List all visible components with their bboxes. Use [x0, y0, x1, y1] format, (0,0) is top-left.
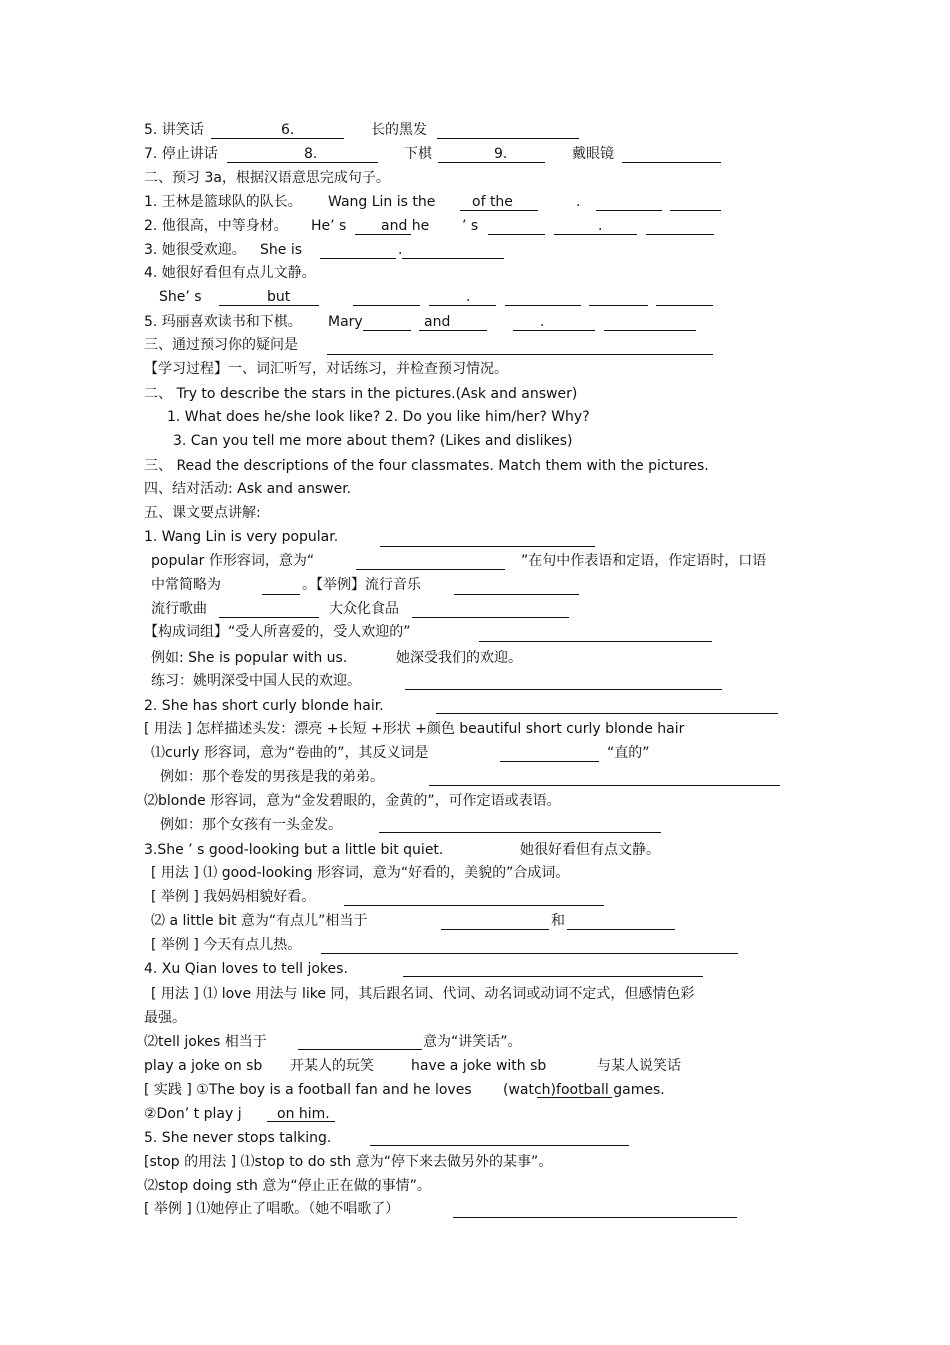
text-segment: 6.: [281, 122, 295, 138]
answer-blank[interactable]: [513, 330, 595, 331]
answer-blank[interactable]: [436, 713, 778, 714]
answer-blank[interactable]: [429, 305, 496, 306]
text-segment: 1. Wang Lin is very popular.: [144, 529, 339, 545]
text-segment: have a joke with sb: [411, 1058, 547, 1074]
text-segment: but: [267, 289, 291, 305]
text-segment: 例如: She is popular with us.: [151, 650, 348, 666]
answer-blank[interactable]: [219, 617, 319, 618]
text-segment: [ 举例 ] 今天有点儿热。: [151, 937, 302, 953]
text-segment: Wang Lin is the: [328, 194, 436, 210]
text-segment: 她深受我们的欢迎。: [396, 650, 522, 666]
text-segment: 1. 王林是篮球队的队长。: [144, 194, 302, 210]
text-segment: 4. Xu Qian loves to tell jokes.: [144, 961, 348, 977]
text-segment: [ 用法 ] 怎样描述头发：漂亮 +长短 +形状 +颜色 beautiful short curly blonde hair: [144, 721, 685, 737]
answer-blank[interactable]: [380, 546, 595, 547]
text-segment: 7. 停止讲话: [144, 146, 218, 162]
answer-blank[interactable]: [429, 785, 780, 786]
answer-blank[interactable]: [211, 138, 344, 139]
text-segment: 例如：那个女孩有一头金发。: [160, 817, 342, 833]
text-segment: 五、课文要点讲解:: [144, 505, 261, 521]
answer-blank[interactable]: [438, 162, 545, 163]
answer-blank[interactable]: [596, 210, 662, 211]
text-segment: ⑵blonde 形容词，意为“金发碧眼的，金黄的”，可作定语或表语。: [144, 793, 561, 809]
text-segment: .: [466, 289, 471, 305]
text-segment: ’ s: [462, 218, 479, 234]
text-segment: She is: [260, 242, 303, 258]
text-segment: 与某人说笑话: [597, 1058, 681, 1074]
text-segment: .: [398, 242, 403, 258]
text-segment: 四、结对活动: Ask and answer.: [144, 481, 352, 497]
text-segment: popular 作形容词，意为“: [151, 553, 315, 569]
text-segment: 下棋: [404, 146, 432, 162]
text-segment: 三、 Read the descriptions of the four classmates. Match them with the pictures.: [144, 458, 709, 474]
text-segment: 1. What does he/she look like? 2. Do you like him/her? Why?: [167, 409, 590, 425]
text-segment: 流行歌曲: [151, 601, 207, 617]
answer-blank[interactable]: [604, 330, 696, 331]
answer-blank[interactable]: [589, 305, 648, 306]
answer-blank[interactable]: [646, 234, 714, 235]
text-segment: 8.: [304, 146, 318, 162]
answer-blank[interactable]: [363, 330, 411, 331]
answer-blank[interactable]: [403, 976, 703, 977]
answer-blank[interactable]: [405, 689, 722, 690]
answer-blank[interactable]: [355, 234, 411, 235]
text-segment: ⑵tell jokes 相当于: [144, 1034, 267, 1050]
text-segment: 5. She never stops talking.: [144, 1130, 332, 1146]
text-segment: ⑵ a little bit 意为“有点儿”相当于: [151, 913, 368, 929]
answer-blank[interactable]: [262, 594, 300, 595]
text-segment: Mary: [328, 314, 363, 330]
text-segment: 开某人的玩笑: [290, 1058, 374, 1074]
text-segment: 戴眼镜: [572, 146, 614, 162]
answer-blank[interactable]: [402, 258, 504, 259]
text-segment: 意为“讲笑话”。: [423, 1034, 522, 1050]
text-segment: She’ s: [159, 289, 202, 305]
text-segment: ”在句中作表语和定语，作定语时，口语: [521, 553, 767, 569]
answer-blank[interactable]: [441, 929, 549, 930]
answer-blank[interactable]: [267, 1121, 335, 1122]
text-segment: 三、通过预习你的疑问是: [144, 337, 298, 353]
text-segment: play a joke on sb: [144, 1058, 263, 1074]
text-segment: .: [598, 218, 603, 234]
answer-blank[interactable]: [488, 234, 545, 235]
answer-blank[interactable]: [419, 330, 487, 331]
answer-blank[interactable]: [500, 761, 599, 762]
answer-blank[interactable]: [622, 162, 721, 163]
answer-blank[interactable]: [412, 617, 569, 618]
text-segment: .: [540, 314, 545, 330]
text-segment: “直的”: [607, 745, 650, 761]
text-segment: [ 实践 ] ①The boy is a football fan and he loves: [144, 1082, 472, 1098]
answer-blank[interactable]: [437, 138, 579, 139]
answer-blank[interactable]: [454, 594, 579, 595]
answer-blank[interactable]: [567, 929, 675, 930]
text-segment: and: [424, 314, 451, 330]
answer-blank[interactable]: [356, 569, 505, 570]
text-segment: 3. Can you tell me more about them? (Likes and dislikes): [173, 433, 573, 449]
answer-blank[interactable]: [327, 354, 713, 355]
text-segment: 3.She ’ s good-looking but a little bit quiet.: [144, 842, 444, 858]
text-segment: 练习：姚明深受中国人民的欢迎。: [151, 673, 361, 689]
text-segment: 3. 她很受欢迎。: [144, 242, 246, 258]
answer-blank[interactable]: [370, 1145, 629, 1146]
text-segment: 长的黑发: [371, 122, 427, 138]
text-segment: He’ s: [311, 218, 347, 234]
text-segment: of the: [472, 194, 513, 210]
text-segment: 和: [551, 913, 565, 929]
answer-blank[interactable]: [537, 1097, 612, 1098]
text-segment: 她很好看但有点文静。: [520, 842, 660, 858]
text-segment: 大众化食品: [329, 601, 399, 617]
text-segment: 最强。: [144, 1010, 186, 1026]
text-segment: [stop 的用法 ] ⑴stop to do sth 意为“停下来去做另外的某事”。: [144, 1154, 553, 1170]
text-segment: ②Don’ t play j: [144, 1106, 242, 1122]
answer-blank[interactable]: [353, 305, 420, 306]
answer-blank[interactable]: [219, 305, 319, 306]
text-segment: [ 用法 ] ⑴ good-looking 形容词，意为“好看的，美貌的”合成词。: [151, 865, 570, 881]
answer-blank[interactable]: [505, 305, 581, 306]
answer-blank[interactable]: [460, 210, 538, 211]
answer-blank[interactable]: [344, 905, 604, 906]
text-segment: ⑵stop doing sth 意为“停止正在做的事情”。: [144, 1178, 431, 1194]
text-segment: 中常简略为: [151, 577, 221, 593]
answer-blank[interactable]: [656, 305, 713, 306]
answer-blank[interactable]: [554, 234, 637, 235]
text-segment: 【学习过程】一、词汇听写，对话练习，并检查预习情况。: [144, 361, 508, 377]
answer-blank[interactable]: [379, 832, 661, 833]
answer-blank[interactable]: [479, 641, 712, 642]
text-segment: and he: [381, 218, 430, 234]
text-segment: [ 举例 ] 我妈妈相貌好看。: [151, 889, 316, 905]
text-segment: [ 用法 ] ⑴ love 用法与 like 同，其后跟名词、代词、动名词或动词不定式，但感情色彩: [151, 986, 695, 1002]
answer-blank[interactable]: [320, 258, 396, 259]
text-segment: 5. 讲笑话: [144, 122, 204, 138]
answer-blank[interactable]: [321, 953, 738, 954]
text-segment: 5. 玛丽喜欢读书和下棋。: [144, 314, 302, 330]
text-segment: .: [576, 194, 581, 210]
text-segment: 二、 Try to describe the stars in the pictures.(Ask and answer): [144, 386, 578, 402]
text-segment: 4. 她很好看但有点儿文静。: [144, 265, 316, 281]
text-segment: (watch)football games.: [503, 1082, 665, 1098]
text-segment: 二、预习 3a，根据汉语意思完成句子。: [144, 170, 390, 186]
text-segment: 。【举例】流行音乐: [302, 577, 421, 593]
text-segment: 【构成词组】“受人所喜爱的，受人欢迎的”: [144, 624, 411, 640]
answer-blank[interactable]: [453, 1217, 737, 1218]
answer-blank[interactable]: [670, 210, 721, 211]
text-segment: ⑴curly 形容词，意为“卷曲的”，其反义词是: [151, 745, 429, 761]
text-segment: on him.: [277, 1106, 330, 1122]
text-segment: [ 举例 ] ⑴她停止了唱歌。（她不唱歌了）: [144, 1201, 400, 1217]
text-segment: 例如：那个卷发的男孩是我的弟弟。: [160, 769, 384, 785]
answer-blank[interactable]: [298, 1049, 422, 1050]
text-segment: 2. She has short curly blonde hair.: [144, 698, 384, 714]
answer-blank[interactable]: [227, 162, 378, 163]
text-segment: 2. 他很高，中等身材。: [144, 218, 288, 234]
text-segment: 9.: [494, 146, 508, 162]
